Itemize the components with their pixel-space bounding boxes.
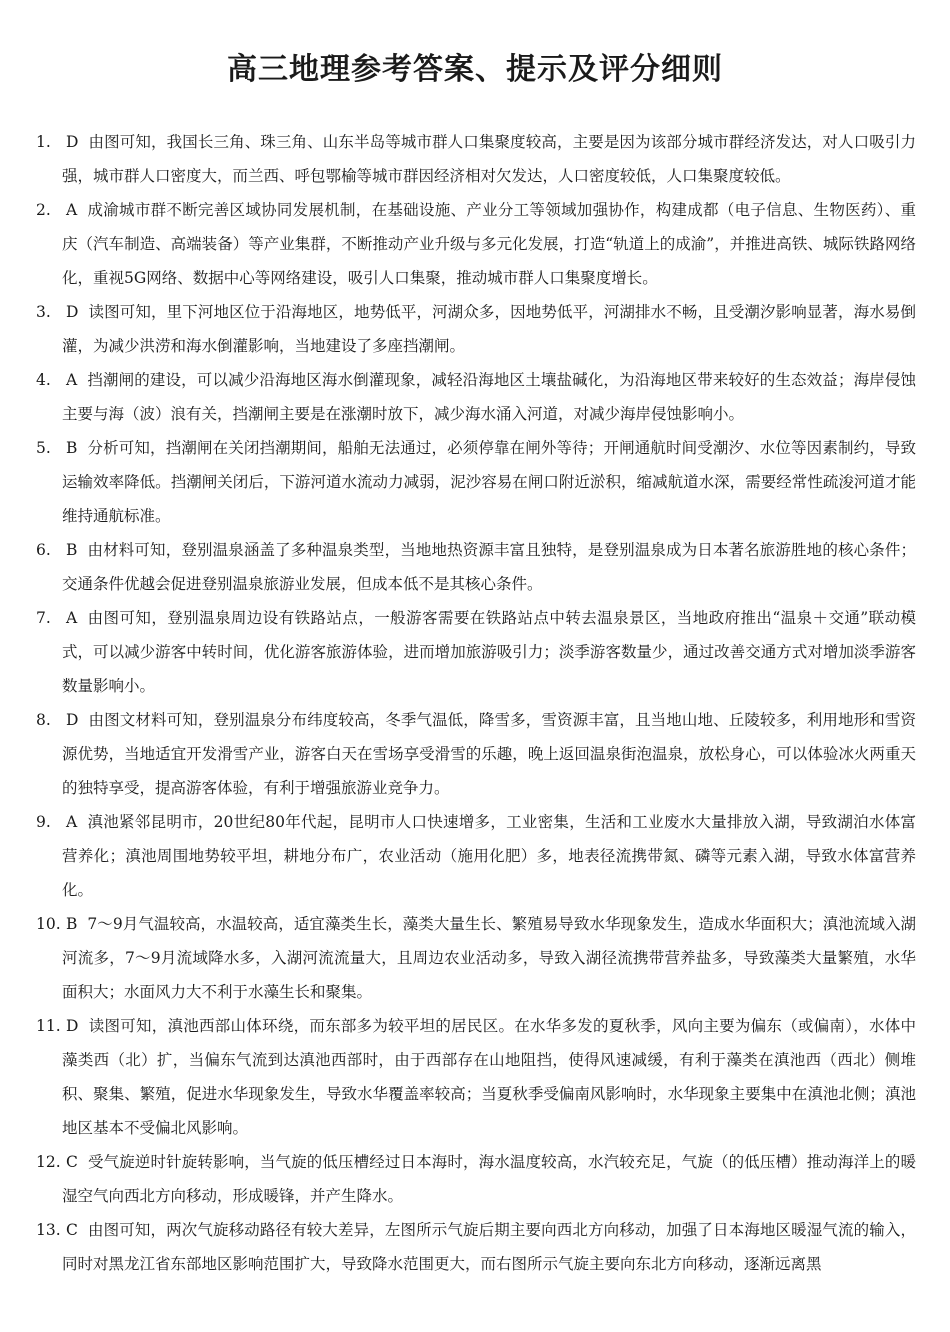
answer-item-6 (36, 533, 916, 601)
answer-choice: B (66, 541, 78, 559)
answer-explanation: 7～9月气温较高，水温较高，适宜藻类生长，藻类大量生长、繁殖易导致水华现象发生，造成水华面积大；滇池流域入湖河流多，7～9月流域降水多，入湖河流流量大，且周边农业活动多，导致入湖径流携带营养盐多，导致藻类大量繁殖，水华面积大；水面风力大不利于水藻生长和聚集。 (62, 915, 916, 1001)
answer-explanation: 分析可知，挡潮闸在关闭挡潮期间，船舶无法通过，必须停靠在闸外等待；开闸通航时间受潮汐、水位等因素制约，导致运输效率降低。挡潮闸关闭后，下游河道水流动力减弱，泥沙容易在闸口附近淤积，缩减航道水深，需要经常性疏浚河道才能维持通航标准。 (62, 439, 916, 525)
answer-explanation: 读图可知，里下河地区位于沿海地区，地势低平，河湖众多，因地势低平，河湖排水不畅，且受潮汐影响显著，海水易倒灌，为减少洪涝和海水倒灌影响，当地建设了多座挡潮闸。 (62, 303, 916, 355)
answer-choice: C (66, 1221, 78, 1239)
question-number: 8. (36, 711, 51, 729)
question-number: 7. (36, 609, 51, 627)
answer-explanation: 挡潮闸的建设，可以减少沿海地区海水倒灌现象，减轻沿海地区土壤盐碱化，为沿海地区带来较好的生态效益；海岸侵蚀主要与海（波）浪有关，挡潮闸主要是在涨潮时放下，减少海水涌入河道，对减少海岸侵蚀影响小。 (62, 371, 916, 423)
question-number: 9. (36, 813, 51, 831)
answer-explanation: 由图可知，我国长三角、珠三角、山东半岛等城市群人口集聚度较高，主要是因为该部分城市群经济发达，对人口吸引力强，城市群人口密度大，而兰西、呼包鄂榆等城市群因经济相对欠发达，人口密度较低，人口集聚度较低。 (62, 133, 916, 185)
question-number: 5. (36, 439, 51, 457)
answer-choice: A (66, 371, 78, 389)
answer-item-7 (36, 601, 916, 703)
answer-explanation: 由图文材料可知，登别温泉分布纬度较高，冬季气温低，降雪多，雪资源丰富，且当地山地、丘陵较多，利用地形和雪资源优势，当地适宜开发滑雪产业，游客白天在雪场享受滑雪的乐趣，晚上返回温泉街泡温泉，放松身心，可以体验冰火两重天的独特享受，提高游客体验，有利于增强旅游业竞争力。 (62, 711, 916, 797)
answer-choice: A (66, 813, 78, 831)
answer-choice: A (66, 609, 78, 627)
question-number: 6. (36, 541, 51, 559)
question-number: 1. (36, 133, 51, 151)
answer-explanation: 由材料可知，登别温泉涵盖了多种温泉类型，当地地热资源丰富且独特，是登别温泉成为日本著名旅游胜地的核心条件；交通条件优越会促进登别温泉旅游业发展，但成本低不是其核心条件。 (62, 541, 916, 593)
answer-item-8 (36, 703, 916, 805)
question-number: 3. (36, 303, 51, 321)
question-number: 11. (36, 1017, 61, 1035)
question-number: 13. (36, 1221, 61, 1239)
answer-explanation: 受气旋逆时针旋转影响，当气旋的低压槽经过日本海时，海水温度较高，水汽较充足，气旋（的低压槽）推动海洋上的暖湿空气向西北方向移动，形成暖锋，并产生降水。 (62, 1153, 916, 1205)
question-number: 12. (36, 1153, 61, 1171)
answer-item-9 (36, 805, 916, 907)
answer-item-13 (36, 1213, 916, 1281)
answer-item-5 (36, 431, 916, 533)
answer-choice: D (66, 133, 79, 151)
answer-choice: A (66, 201, 78, 219)
answer-item-3 (36, 295, 916, 363)
answer-list (36, 125, 916, 1281)
question-number: 10. (36, 915, 61, 933)
question-number: 4. (36, 371, 51, 389)
answer-explanation: 由图可知，两次气旋移动路径有较大差异，左图所示气旋后期主要向西北方向移动，加强了日本海地区暖湿气流的输入，同时对黑龙江省东部地区影响范围扩大，导致降水范围更大，而右图所示气旋主要向东北方向移动，逐渐远离黑 (62, 1221, 916, 1273)
answer-item-12 (36, 1145, 916, 1213)
answer-explanation: 由图可知，登别温泉周边设有铁路站点，一般游客需要在铁路站点中转去温泉景区，当地政府推出“温泉＋交通”联动模式，可以减少游客中转时间，优化游客旅游体验，进而增加旅游吸引力；淡季游客数量少，通过改善交通方式对增加淡季游客数量影响小。 (62, 609, 916, 695)
answer-item-2 (36, 193, 916, 295)
page-title: 高三地理参考答案、提示及评分细则 (227, 52, 723, 87)
answer-item-10 (36, 907, 916, 1009)
answer-explanation: 滇池紧邻昆明市，20世纪80年代起，昆明市人口快速增多，工业密集，生活和工业废水大量排放入湖，导致湖泊水体富营养化；滇池周围地势较平坦，耕地分布广，农业活动（施用化肥）多，地表径流携带氮、磷等元素入湖，导致水体富营养化。 (62, 813, 916, 899)
answer-item-4 (36, 363, 916, 431)
answer-choice: D (66, 1017, 79, 1035)
answer-explanation: 成渝城市群不断完善区域协同发展机制，在基础设施、产业分工等领域加强协作，构建成都（电子信息、生物医药）、重庆（汽车制造、高端装备）等产业集群，不断推动产业升级与多元化发展，打造“轨道上的成渝”，并推进高铁、城际铁路网络化，重视5G网络、数据中心等网络建设，吸引人口集聚，推动城市群人口集聚度增长。 (62, 201, 916, 287)
answer-explanation: 读图可知，滇池西部山体环绕，而东部多为较平坦的居民区。在水华多发的夏秋季，风向主要为偏东（或偏南），水体中藻类西（北）扩，当偏东气流到达滇池西部时，由于西部存在山地阻挡，使得风速减缓，有利于藻类在滇池西（西北）侧堆积、聚集、繁殖，促进水华现象发生，导致水华覆盖率较高；当夏秋季受偏南风影响时，水华现象主要集中在滇池北侧；滇池地区基本不受偏北风影响。 (62, 1017, 916, 1137)
answer-choice: C (66, 1153, 78, 1171)
question-number: 2. (36, 201, 51, 219)
answer-choice: D (66, 303, 79, 321)
answer-item-11 (36, 1009, 916, 1145)
answer-choice: B (66, 915, 78, 933)
answer-choice: D (66, 711, 79, 729)
answer-item-1 (36, 125, 916, 193)
answer-choice: B (66, 439, 78, 457)
